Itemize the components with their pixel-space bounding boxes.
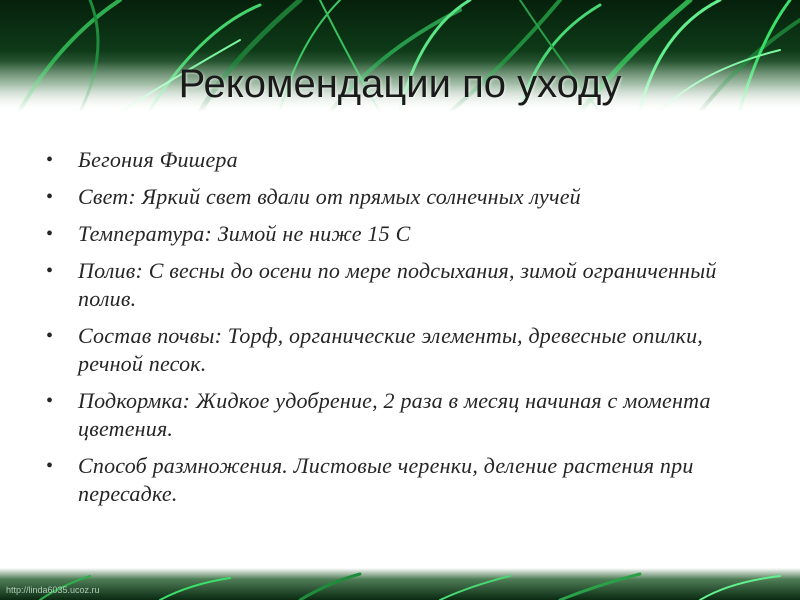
list-item-text: Подкормка: Жидкое удобрение, 2 раза в месяц начиная с момента цветения.: [78, 388, 711, 441]
slide-content: [42, 146, 762, 517]
list-item-text: Состав почвы: Торф, органические элементы, древесные опилки, речной песок.: [78, 323, 704, 376]
bullet-icon: •: [46, 325, 54, 347]
bullet-icon: •: [46, 390, 54, 412]
list-item: [42, 257, 762, 313]
list-item: [42, 220, 762, 248]
list-item: [42, 452, 762, 508]
slide-title: Рекомендации по уходу: [178, 62, 622, 106]
list-item-text: Способ размножения. Листовые черенки, деление растения при пересадке.: [78, 453, 694, 506]
bullet-icon: •: [46, 260, 54, 282]
list-item-text: Температура: Зимой не ниже 15 С: [78, 221, 411, 246]
list-item: [42, 387, 762, 443]
list-item-text: Полив: С весны до осени по мере подсыхания, зимой ограниченный полив.: [78, 258, 717, 311]
list-item: [42, 183, 762, 211]
bullet-icon: •: [46, 223, 54, 245]
bullet-icon: •: [46, 186, 54, 208]
grass-footer-background: [0, 568, 800, 600]
bullet-icon: •: [46, 455, 54, 477]
list-item-text: Свет: Яркий свет вдали от прямых солнечных лучей: [78, 184, 581, 209]
list-item: [42, 322, 762, 378]
list-item-text: Бегония Фишера: [78, 147, 238, 172]
footer-url: http://linda6035.ucoz.ru: [6, 585, 100, 595]
list-item: [42, 146, 762, 174]
bullet-list: [42, 146, 762, 508]
bullet-icon: •: [46, 149, 54, 171]
